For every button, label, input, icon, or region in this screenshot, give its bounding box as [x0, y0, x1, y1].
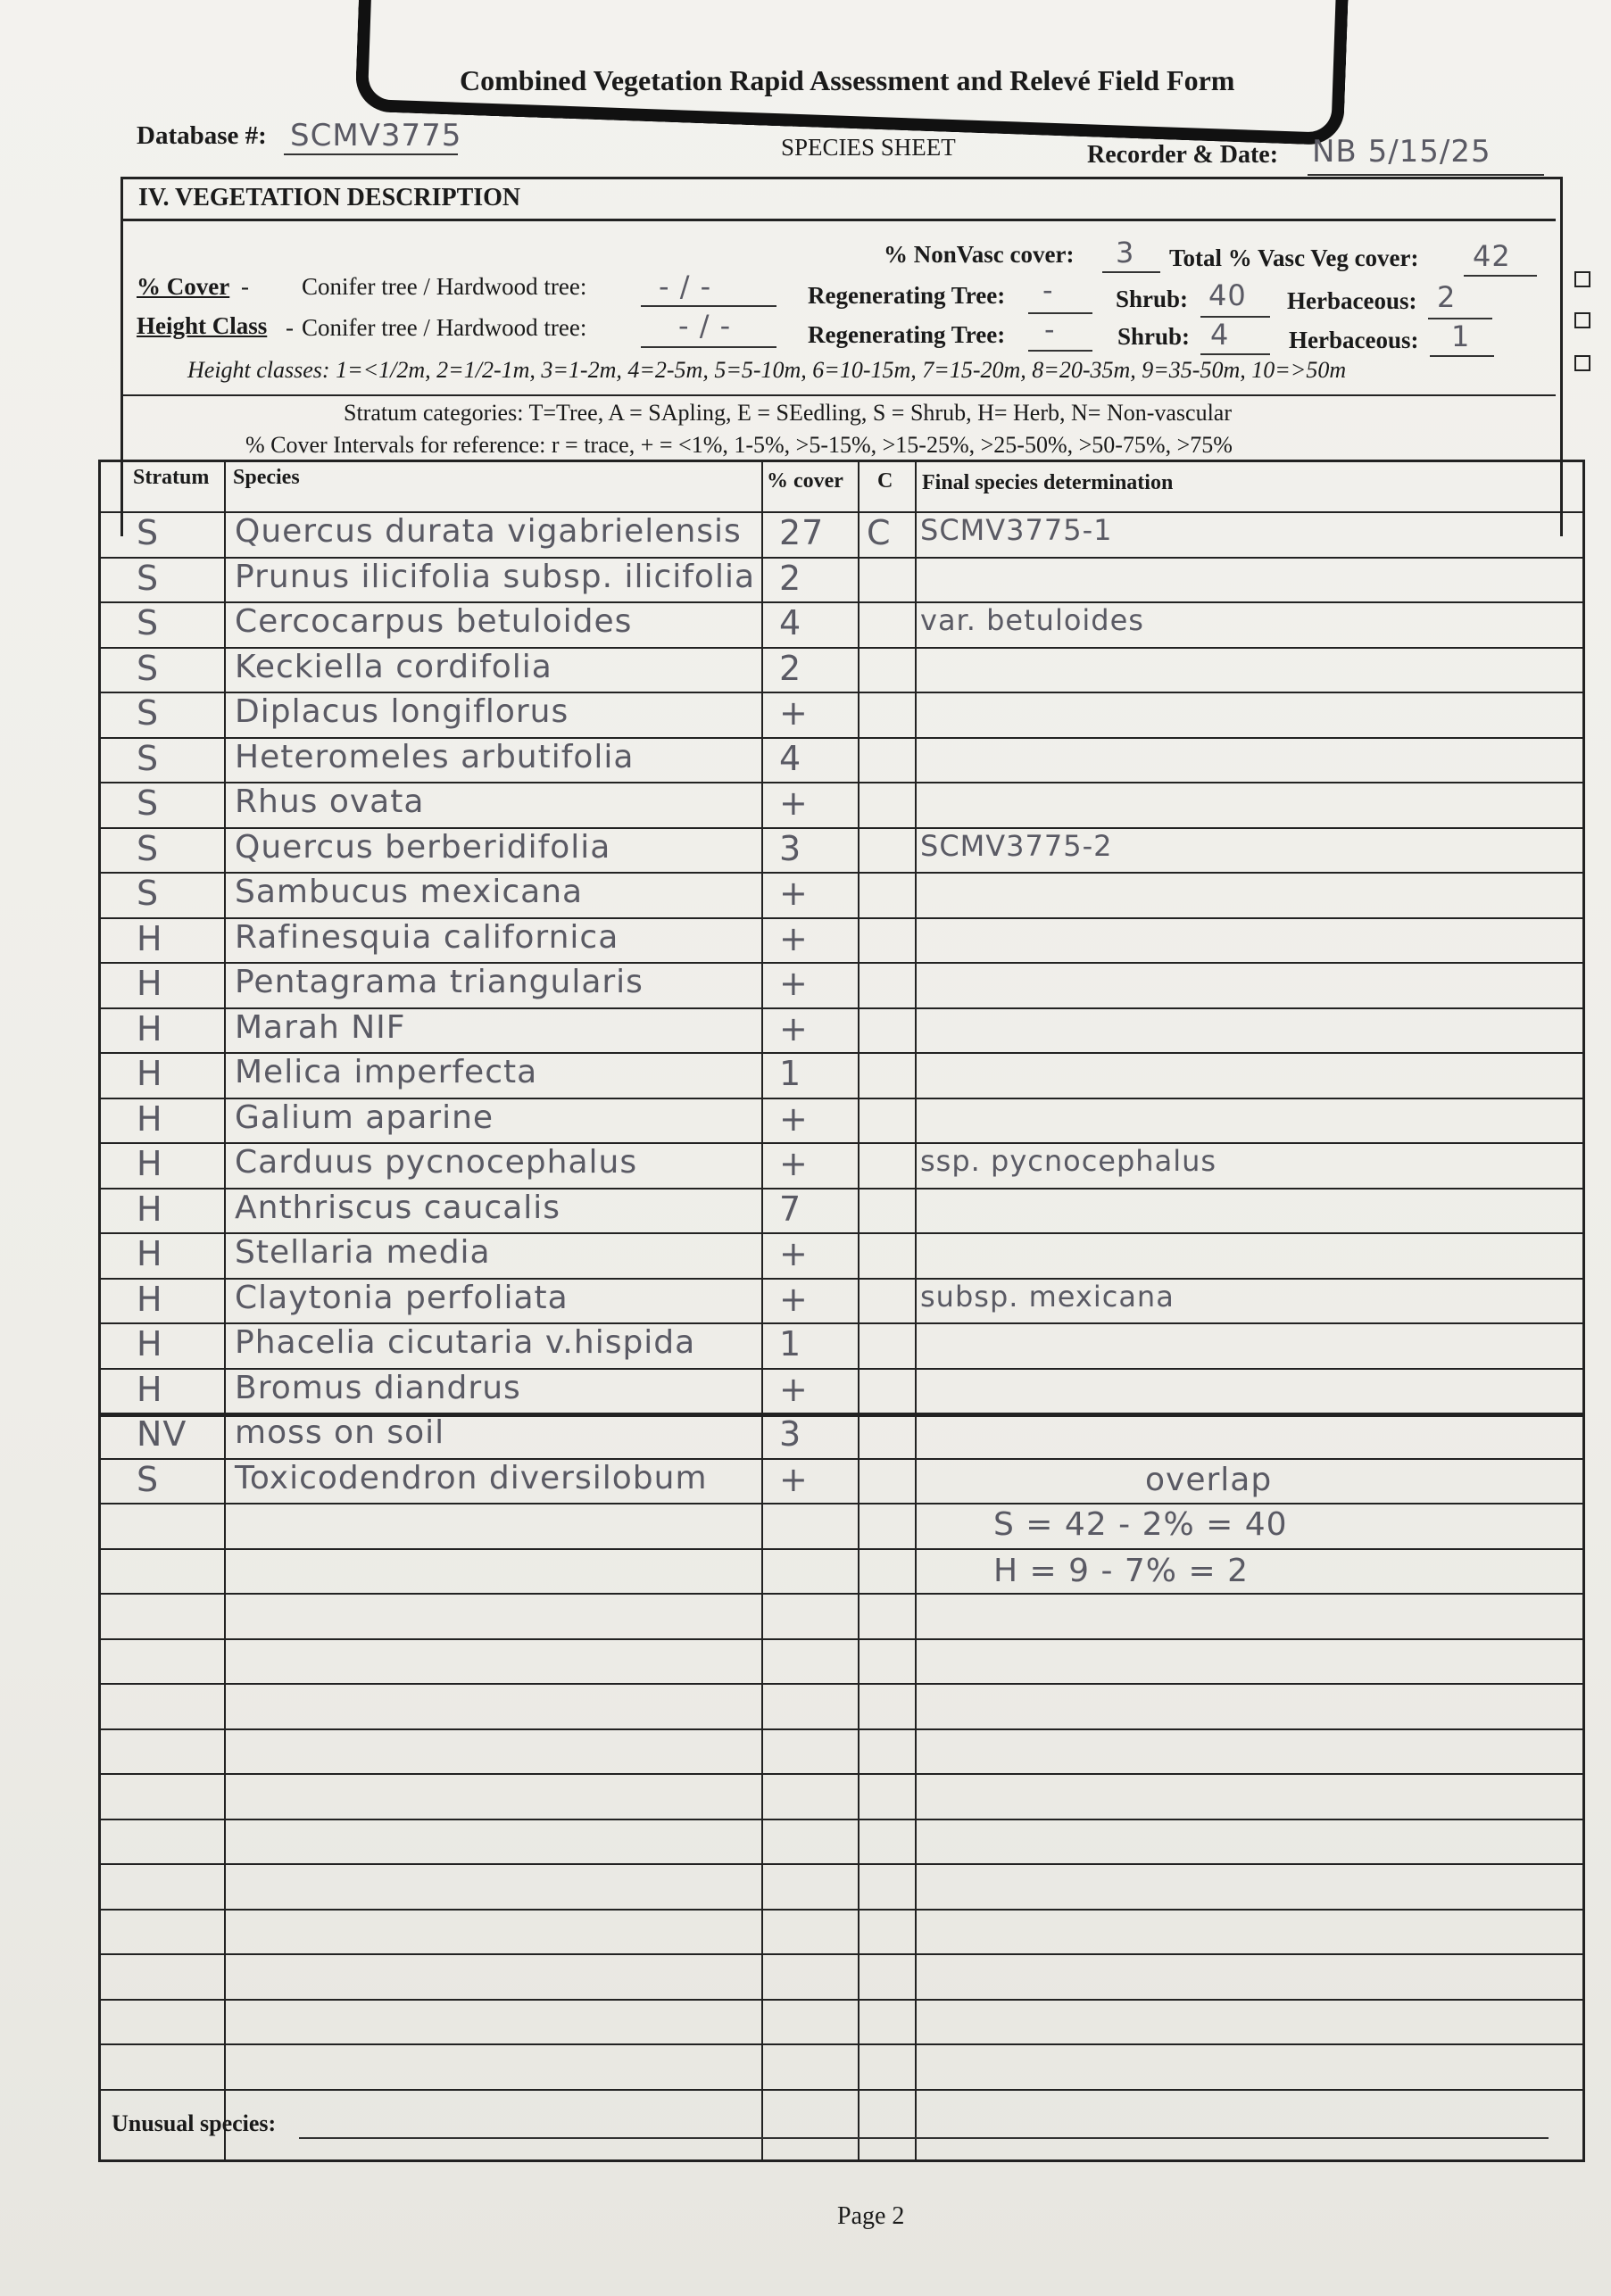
row-divider: [101, 1953, 1582, 1955]
stratum-cell[interactable]: H: [137, 1098, 163, 1139]
height-conifer-underline: [641, 346, 776, 348]
cover-cell[interactable]: +: [779, 1144, 809, 1183]
header-final: Final species determination: [922, 471, 1174, 494]
species-cell[interactable]: Keckiella cordifolia: [235, 648, 552, 685]
cover-cell[interactable]: +: [779, 918, 809, 958]
cover-cell[interactable]: +: [779, 1234, 809, 1273]
species-cell[interactable]: Melica imperfecta: [235, 1054, 538, 1090]
cover-cell[interactable]: 3: [779, 1414, 802, 1454]
row-divider: [101, 1593, 1582, 1595]
stratum-cell[interactable]: S: [137, 648, 160, 688]
stratum-cell[interactable]: S: [137, 513, 160, 552]
species-cell[interactable]: Phacelia cicutaria v.hispida: [235, 1324, 696, 1361]
section-title: IV. VEGETATION DESCRIPTION: [138, 184, 521, 211]
species-cell[interactable]: Quercus durata vigabrielensis: [235, 513, 742, 550]
stratum-cell[interactable]: S: [137, 1459, 160, 1499]
species-cell[interactable]: Prunus ilicifolia subsp. ilicifolia: [235, 558, 756, 595]
stratum-cell[interactable]: H: [137, 1144, 163, 1183]
species-cell[interactable]: Marah NIF: [235, 1008, 406, 1046]
species-cell[interactable]: Quercus berberidifolia: [235, 828, 611, 866]
height-shrub-underline: [1200, 353, 1270, 355]
cover-cell[interactable]: +: [779, 1279, 809, 1319]
header-stratum: Stratum: [133, 466, 210, 489]
stratum-cell[interactable]: H: [137, 918, 163, 958]
overlap-note: overlap: [1145, 1462, 1273, 1498]
species-cell[interactable]: Pentagrama triangularis: [235, 964, 644, 1000]
final-cell[interactable]: SCMV3775-2: [920, 828, 1113, 863]
cover-cell[interactable]: +: [779, 1008, 809, 1049]
legend-divider: [123, 394, 1556, 396]
col-divider-3: [858, 462, 859, 2159]
section-divider: [123, 219, 1556, 221]
species-sheet-label: SPECIES SHEET: [781, 134, 956, 161]
nonvasc-underline: [1102, 271, 1160, 273]
cover-conifer-value[interactable]: - / -: [659, 269, 712, 303]
height-conifer-value[interactable]: - / -: [678, 309, 732, 343]
herb-overlap-calc: H = 9 - 7% = 2: [993, 1553, 1249, 1589]
cover-cell[interactable]: 1: [779, 1054, 802, 1093]
species-cell[interactable]: Carduus pycnocephalus: [235, 1144, 638, 1181]
species-cell[interactable]: moss on soil: [235, 1414, 445, 1451]
cover-cell[interactable]: 7: [779, 1189, 802, 1229]
stratum-categories: Stratum categories: T=Tree, A = SApling, E = SEedling, S = Shrub, H= Herb, N= Non-vascular: [344, 400, 1232, 426]
row-divider: [101, 1683, 1582, 1685]
height-herb-label: Herbaceous:: [1289, 327, 1419, 353]
species-cell[interactable]: Bromus diandrus: [235, 1369, 521, 1406]
height-regen-value[interactable]: -: [1044, 312, 1056, 346]
stratum-cell[interactable]: S: [137, 558, 160, 598]
cover-cell[interactable]: +: [779, 693, 809, 733]
database-value[interactable]: SCMV3775: [290, 118, 462, 153]
checkbox-1[interactable]: [1574, 271, 1590, 287]
stratum-cell[interactable]: S: [137, 874, 160, 913]
col-divider-4: [915, 462, 917, 2159]
row-divider: [101, 1863, 1582, 1865]
cover-conifer-label: Conifer tree / Hardwood tree:: [302, 273, 587, 300]
recorder-underline: [1308, 174, 1544, 176]
height-class-label: Height Class: [137, 312, 268, 339]
stratum-cell[interactable]: H: [137, 1054, 163, 1093]
row-divider: [101, 1638, 1582, 1640]
col-divider-1: [224, 462, 226, 2159]
final-cell[interactable]: ssp. pycnocephalus: [920, 1144, 1217, 1178]
stratum-cell[interactable]: H: [137, 1279, 163, 1319]
cover-cell[interactable]: +: [779, 874, 809, 913]
unusual-species-line[interactable]: [299, 2137, 1549, 2139]
species-cell[interactable]: Cercocarpus betuloides: [235, 603, 633, 640]
checkbox-3[interactable]: [1574, 355, 1590, 371]
c-cell[interactable]: C: [867, 513, 892, 552]
cover-cell[interactable]: 27: [779, 513, 825, 552]
cover-cell[interactable]: 2: [779, 648, 802, 688]
stratum-cell[interactable]: S: [137, 603, 160, 642]
stratum-cell[interactable]: S: [137, 828, 160, 868]
stratum-cell[interactable]: H: [137, 1189, 163, 1229]
stratum-cell[interactable]: S: [137, 693, 160, 733]
form-title: Combined Vegetation Rapid Assessment and Relevé Field Form: [460, 64, 1235, 96]
database-underline: [284, 153, 458, 155]
height-shrub-label: Shrub:: [1117, 323, 1191, 350]
database-label: Database #:: [137, 121, 267, 150]
cover-cell[interactable]: +: [779, 1459, 809, 1499]
species-cell[interactable]: Toxicodendron diversilobum: [235, 1459, 708, 1496]
col-divider-2: [761, 462, 763, 2159]
row-divider: [101, 1999, 1582, 2001]
totalvasc-value[interactable]: 42: [1473, 239, 1511, 273]
cover-cell[interactable]: 4: [779, 738, 802, 778]
stratum-cell[interactable]: H: [137, 1324, 163, 1364]
row-divider: [101, 1548, 1582, 1550]
cover-herb-label: Herbaceous:: [1287, 287, 1417, 314]
row-divider: [101, 1503, 1582, 1504]
cover-regen-value[interactable]: -: [1042, 273, 1054, 307]
cover-regen-label: Regenerating Tree:: [808, 282, 1006, 309]
stratum-cell[interactable]: H: [137, 1369, 163, 1409]
stratum-cell[interactable]: H: [137, 1234, 163, 1273]
cover-herb-value[interactable]: 2: [1437, 280, 1457, 314]
cover-cell[interactable]: 1: [779, 1324, 802, 1364]
row-divider: [101, 2089, 1582, 2091]
header-cover: % cover: [767, 469, 843, 493]
stratum-cell[interactable]: NV: [137, 1414, 187, 1454]
height-classes-legend: Height classes: 1=<1/2m, 2=1/2-1m, 3=1-2m, 4=2-5m, 5=5-10m, 6=10-15m, 7=15-20m, 8=20-35m, 9=35-50m, 10=>50m: [187, 357, 1347, 383]
unusual-species-label: Unusual species:: [112, 2110, 277, 2136]
species-cell[interactable]: Heteromeles arbutifolia: [235, 738, 635, 775]
header-c: C: [877, 469, 893, 493]
page-number: Page 2: [837, 2202, 905, 2230]
height-dash: -: [286, 314, 294, 341]
species-cell[interactable]: Anthriscus caucalis: [235, 1189, 561, 1226]
row-divider: [101, 1728, 1582, 1730]
checkbox-2[interactable]: [1574, 312, 1590, 328]
row-divider: [101, 1909, 1582, 1911]
species-cell[interactable]: Galium aparine: [235, 1098, 494, 1136]
species-cell[interactable]: Sambucus mexicana: [235, 874, 584, 910]
cover-dash: -: [241, 273, 249, 300]
cover-cell[interactable]: +: [779, 1098, 809, 1139]
nonvasc-label: % NonVasc cover:: [884, 241, 1075, 268]
nonvasc-value[interactable]: 3: [1116, 236, 1135, 269]
species-cell[interactable]: Rafinesquia californica: [235, 918, 619, 956]
height-herb-underline: [1430, 355, 1494, 357]
cover-cell[interactable]: +: [779, 1369, 809, 1409]
stratum-cell[interactable]: S: [137, 783, 160, 823]
final-cell[interactable]: SCMV3775-1: [920, 513, 1113, 547]
stratum-cell[interactable]: S: [137, 738, 160, 778]
cover-conifer-underline: [641, 305, 776, 307]
species-cell[interactable]: Rhus ovata: [235, 783, 425, 820]
row-divider: [101, 2043, 1582, 2045]
cover-cell[interactable]: 4: [779, 603, 802, 642]
final-cell[interactable]: var. betuloides: [920, 603, 1144, 637]
height-shrub-value[interactable]: 4: [1210, 318, 1230, 352]
species-cell[interactable]: Claytonia perfoliata: [235, 1279, 569, 1316]
cover-cell[interactable]: +: [779, 783, 809, 823]
cover-intervals: % Cover Intervals for reference: r = trace, + = <1%, 1-5%, >5-15%, >15-25%, >25-50%, >50-75%, >75%: [245, 432, 1233, 458]
cover-cell[interactable]: +: [779, 964, 809, 1003]
height-herb-value[interactable]: 1: [1451, 319, 1471, 353]
shrub-overlap-calc: S = 42 - 2% = 40: [993, 1506, 1288, 1543]
cover-regen-underline: [1028, 312, 1092, 314]
recorder-value[interactable]: NB 5/15/25: [1312, 134, 1491, 170]
height-regen-underline: [1028, 350, 1092, 352]
cover-cell[interactable]: 2: [779, 558, 802, 598]
header-species: Species: [233, 466, 300, 489]
height-conifer-label: Conifer tree / Hardwood tree:: [302, 314, 587, 341]
cover-shrub-label: Shrub:: [1116, 286, 1189, 312]
recorder-label: Recorder & Date:: [1087, 141, 1279, 169]
height-regen-label: Regenerating Tree:: [808, 321, 1006, 348]
species-cell[interactable]: Diplacus longiflorus: [235, 693, 569, 730]
cover-label: % Cover: [137, 273, 230, 300]
cover-shrub-value[interactable]: 40: [1208, 278, 1247, 312]
row-divider: [101, 1773, 1582, 1775]
stratum-cell[interactable]: H: [137, 964, 163, 1003]
cover-cell[interactable]: 3: [779, 828, 802, 868]
species-table: [98, 460, 1585, 2162]
final-cell[interactable]: subsp. mexicana: [920, 1279, 1175, 1314]
stratum-cell[interactable]: H: [137, 1008, 163, 1049]
species-cell[interactable]: Stellaria media: [235, 1234, 491, 1271]
row-divider: [101, 1819, 1582, 1820]
totalvasc-underline: [1464, 275, 1537, 277]
totalvasc-label: Total % Vasc Veg cover:: [1169, 245, 1419, 271]
